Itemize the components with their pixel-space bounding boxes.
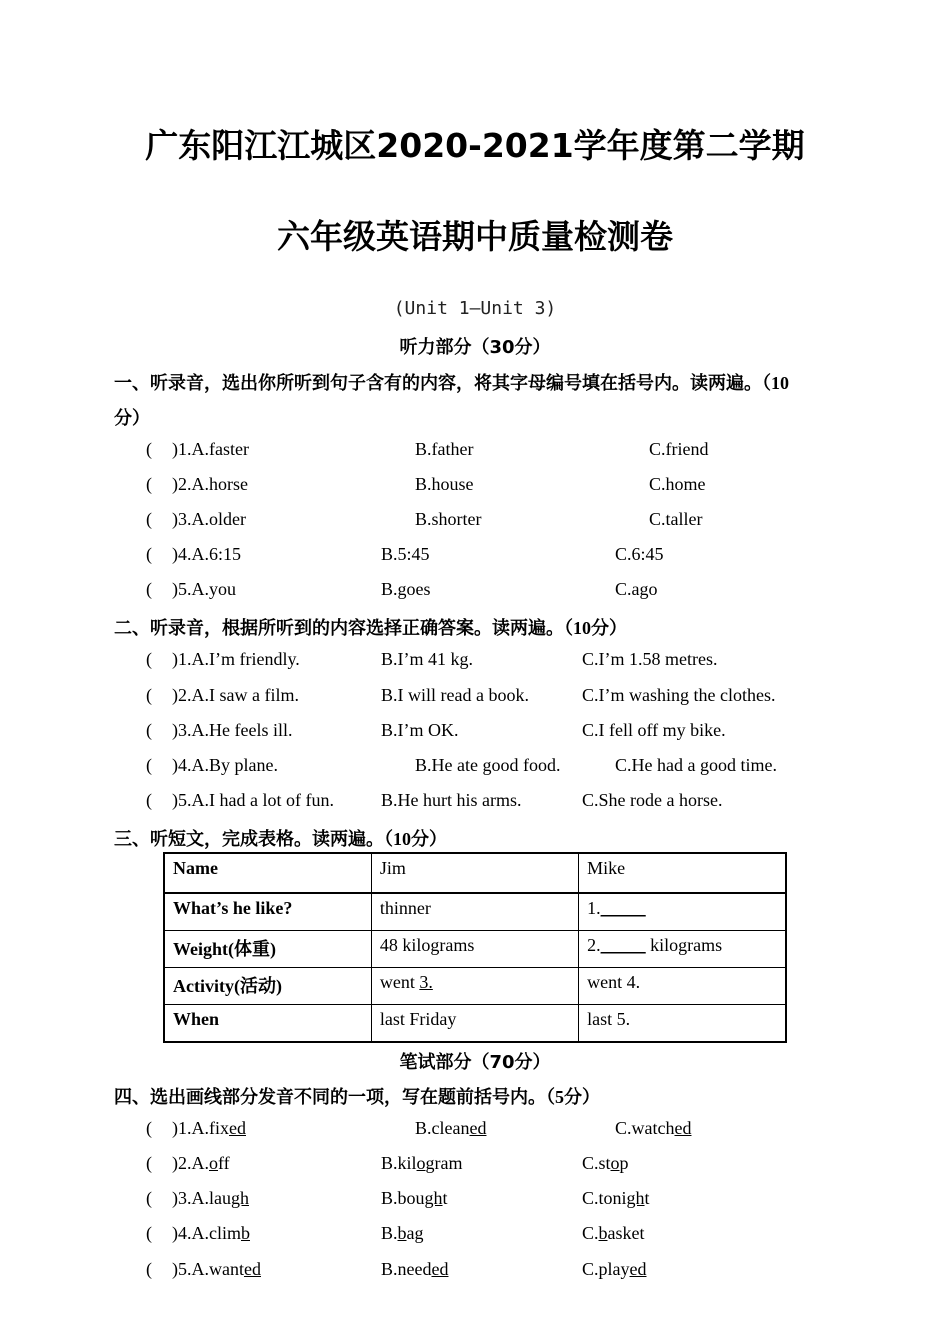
option-b: B.goes bbox=[381, 579, 431, 599]
option-c: C.I fell off my bike. bbox=[582, 720, 726, 740]
option-a: )3.A.He feels ill. bbox=[172, 720, 293, 740]
answer-bracket[interactable]: ( bbox=[146, 579, 152, 599]
option-a: )3.A.laugh bbox=[172, 1188, 249, 1208]
section3-title bbox=[114, 825, 447, 851]
underlined-part: ed bbox=[243, 1259, 261, 1279]
mike-cell[interactable] bbox=[579, 893, 786, 931]
underlined-part: o bbox=[209, 1153, 218, 1173]
section4-title-text: 四、选出画线部分发音不同的一项，写在题前括号内。（ bbox=[114, 1087, 555, 1108]
section4-title bbox=[114, 1083, 600, 1109]
answer-bracket[interactable]: ( bbox=[146, 649, 152, 669]
underlined-part: ed bbox=[229, 1118, 246, 1138]
answer-bracket[interactable]: ( bbox=[146, 790, 152, 810]
option-c: C.He had a good time. bbox=[615, 755, 777, 775]
blank-number: 1. bbox=[587, 898, 601, 918]
option-a: )1.A.fixed bbox=[172, 1118, 246, 1138]
option-c: C.friend bbox=[649, 439, 709, 459]
answer-bracket[interactable]: ( bbox=[146, 1259, 152, 1279]
section2-score: 10 bbox=[573, 618, 591, 638]
option-b: B.I’m OK. bbox=[381, 720, 459, 740]
table-header-row bbox=[164, 853, 786, 893]
row-label-cn: 活动 bbox=[239, 976, 276, 997]
answer-bracket[interactable]: ( bbox=[146, 685, 152, 705]
underlined-part: o bbox=[416, 1153, 426, 1173]
section1-title-text: 一、听录音，选出你所听到句子含有的内容，将其字母编号填在括号内。读两遍。（ bbox=[114, 373, 771, 394]
option-c: C.stop bbox=[582, 1153, 629, 1173]
table-row bbox=[164, 931, 786, 968]
row-label bbox=[164, 968, 371, 1005]
underlined-part: b bbox=[598, 1223, 608, 1243]
section2-title-text: 二、听录音，根据所听到的内容选择正确答案。读两遍。（ bbox=[114, 618, 573, 639]
option-c: C.tonight bbox=[582, 1188, 650, 1208]
answer-bracket[interactable]: ( bbox=[146, 1223, 152, 1243]
option-c: C.played bbox=[582, 1259, 647, 1279]
underlined-part: ed bbox=[431, 1259, 449, 1279]
option-c: C.ago bbox=[615, 579, 658, 599]
option-b: B.5:45 bbox=[381, 544, 430, 564]
option-a: )5.A.I had a lot of fun. bbox=[172, 790, 334, 810]
underlined-part: gh bbox=[626, 1188, 645, 1208]
answer-bracket[interactable]: ( bbox=[146, 1188, 152, 1208]
underlined-part: ed bbox=[469, 1118, 487, 1138]
option-b: B.cleaned bbox=[415, 1118, 487, 1138]
section4-score: 5 bbox=[555, 1087, 564, 1107]
option-b: B.father bbox=[415, 439, 474, 459]
option-a: )2.A.off bbox=[172, 1153, 230, 1173]
option-c: C.taller bbox=[649, 509, 703, 529]
table-row bbox=[164, 968, 786, 1005]
option-b: B.I will read a book. bbox=[381, 685, 529, 705]
option-a: )1.A.faster bbox=[172, 439, 249, 459]
section1-title bbox=[114, 369, 789, 395]
option-b: B.shorter bbox=[415, 509, 482, 529]
underlined-part: ed bbox=[629, 1259, 647, 1279]
section3-title-text: 三、听短文，完成表格。读两遍。（ bbox=[114, 829, 393, 850]
jim-cell: 48 kilograms bbox=[371, 931, 578, 968]
section2-title-end: 分） bbox=[591, 618, 627, 639]
option-b: B.I’m 41 kg. bbox=[381, 649, 473, 669]
blank-number: 2. bbox=[587, 935, 601, 955]
underlined-part: gh bbox=[424, 1188, 443, 1208]
row-label-text: Activity( bbox=[173, 976, 240, 996]
option-b: B.bag bbox=[381, 1223, 424, 1243]
section1-score: 10 bbox=[771, 373, 789, 393]
option-a: )4.A.climb bbox=[172, 1223, 250, 1243]
option-c: C.basket bbox=[582, 1223, 645, 1243]
option-c: C.6:45 bbox=[615, 544, 664, 564]
option-a: )5.A.you bbox=[172, 579, 236, 599]
answer-blank[interactable]: 3. bbox=[419, 972, 433, 992]
option-b: B.house bbox=[415, 474, 474, 494]
underlined-part: ed bbox=[674, 1118, 692, 1138]
answer-bracket[interactable]: ( bbox=[146, 544, 152, 564]
exam-title-line2: 六年级英语期中质量检测卷 bbox=[277, 217, 673, 256]
section3-score: 10 bbox=[393, 829, 411, 849]
mike-cell[interactable] bbox=[579, 931, 786, 968]
table-row bbox=[164, 1005, 786, 1043]
option-b: B.needed bbox=[381, 1259, 449, 1279]
unit-range: (Unit 1—Unit 3) bbox=[393, 298, 557, 319]
row-label: When bbox=[164, 1005, 371, 1043]
row-label: What’s he like? bbox=[164, 893, 371, 931]
answer-bracket[interactable]: ( bbox=[146, 474, 152, 494]
jim-cell[interactable] bbox=[371, 968, 578, 1005]
listening-part-heading: 听力部分（30分） bbox=[399, 337, 551, 358]
answer-blank[interactable]: _____ bbox=[600, 935, 646, 955]
underlined-part: gh bbox=[230, 1188, 249, 1208]
answer-bracket[interactable]: ( bbox=[146, 755, 152, 775]
option-b: B.He hurt his arms. bbox=[381, 790, 522, 810]
unit-text: kilograms bbox=[645, 935, 723, 955]
answer-blank[interactable]: _____ bbox=[600, 898, 646, 918]
option-c: C.watched bbox=[615, 1118, 692, 1138]
answer-bracket[interactable]: ( bbox=[146, 720, 152, 740]
table-row bbox=[164, 893, 786, 931]
table-header-mike: Mike bbox=[579, 853, 786, 893]
underlined-part: b bbox=[241, 1223, 250, 1243]
option-c: C.I’m 1.58 metres. bbox=[582, 649, 718, 669]
mike-cell[interactable]: went 4. bbox=[579, 968, 786, 1005]
section3-title-end: 分） bbox=[411, 829, 447, 850]
row-label-cn: 体重 bbox=[234, 939, 270, 960]
written-part-heading: 笔试部分（70分） bbox=[399, 1052, 551, 1073]
underlined-part: b bbox=[397, 1223, 407, 1243]
table-header-jim: Jim bbox=[371, 853, 578, 893]
listening-table bbox=[163, 852, 787, 1043]
section4-title-end: 分） bbox=[564, 1087, 600, 1108]
row-label-end: ) bbox=[275, 976, 282, 996]
answer-bracket[interactable]: ( bbox=[146, 1153, 152, 1173]
option-b: B.bought bbox=[381, 1188, 448, 1208]
row-label-end: ) bbox=[270, 939, 276, 959]
mike-cell[interactable]: last 5. bbox=[579, 1005, 786, 1043]
underlined-part: o bbox=[610, 1153, 620, 1173]
option-a: )4.A.6:15 bbox=[172, 544, 241, 564]
option-a: )3.A.older bbox=[172, 509, 246, 529]
table-header-name: Name bbox=[164, 853, 371, 893]
jim-cell-text: went bbox=[379, 972, 420, 992]
jim-cell: thinner bbox=[371, 893, 578, 931]
answer-bracket[interactable]: ( bbox=[146, 1118, 152, 1138]
option-a: )4.A.By plane. bbox=[172, 755, 278, 775]
option-a: )1.A.I’m friendly. bbox=[172, 649, 300, 669]
row-label bbox=[164, 931, 371, 968]
option-c: C.I’m washing the clothes. bbox=[582, 685, 776, 705]
option-a: )2.A.I saw a film. bbox=[172, 685, 299, 705]
option-b: B.He ate good food. bbox=[415, 755, 561, 775]
section1-title-cont: 分） bbox=[114, 408, 150, 429]
exam-title-line1: 广东阳江江城区2020-2021学年度第二学期 bbox=[145, 126, 805, 165]
jim-cell: last Friday bbox=[371, 1005, 578, 1043]
option-c: C.She rode a horse. bbox=[582, 790, 723, 810]
option-c: C.home bbox=[649, 474, 706, 494]
option-a: )5.A.wanted bbox=[172, 1259, 261, 1279]
row-label-text: Weight( bbox=[173, 939, 234, 959]
option-a: )2.A.horse bbox=[172, 474, 248, 494]
option-b: B.kilogram bbox=[381, 1153, 463, 1173]
section2-title bbox=[114, 614, 627, 640]
answer-bracket[interactable]: ( bbox=[146, 439, 152, 459]
answer-bracket[interactable]: ( bbox=[146, 509, 152, 529]
